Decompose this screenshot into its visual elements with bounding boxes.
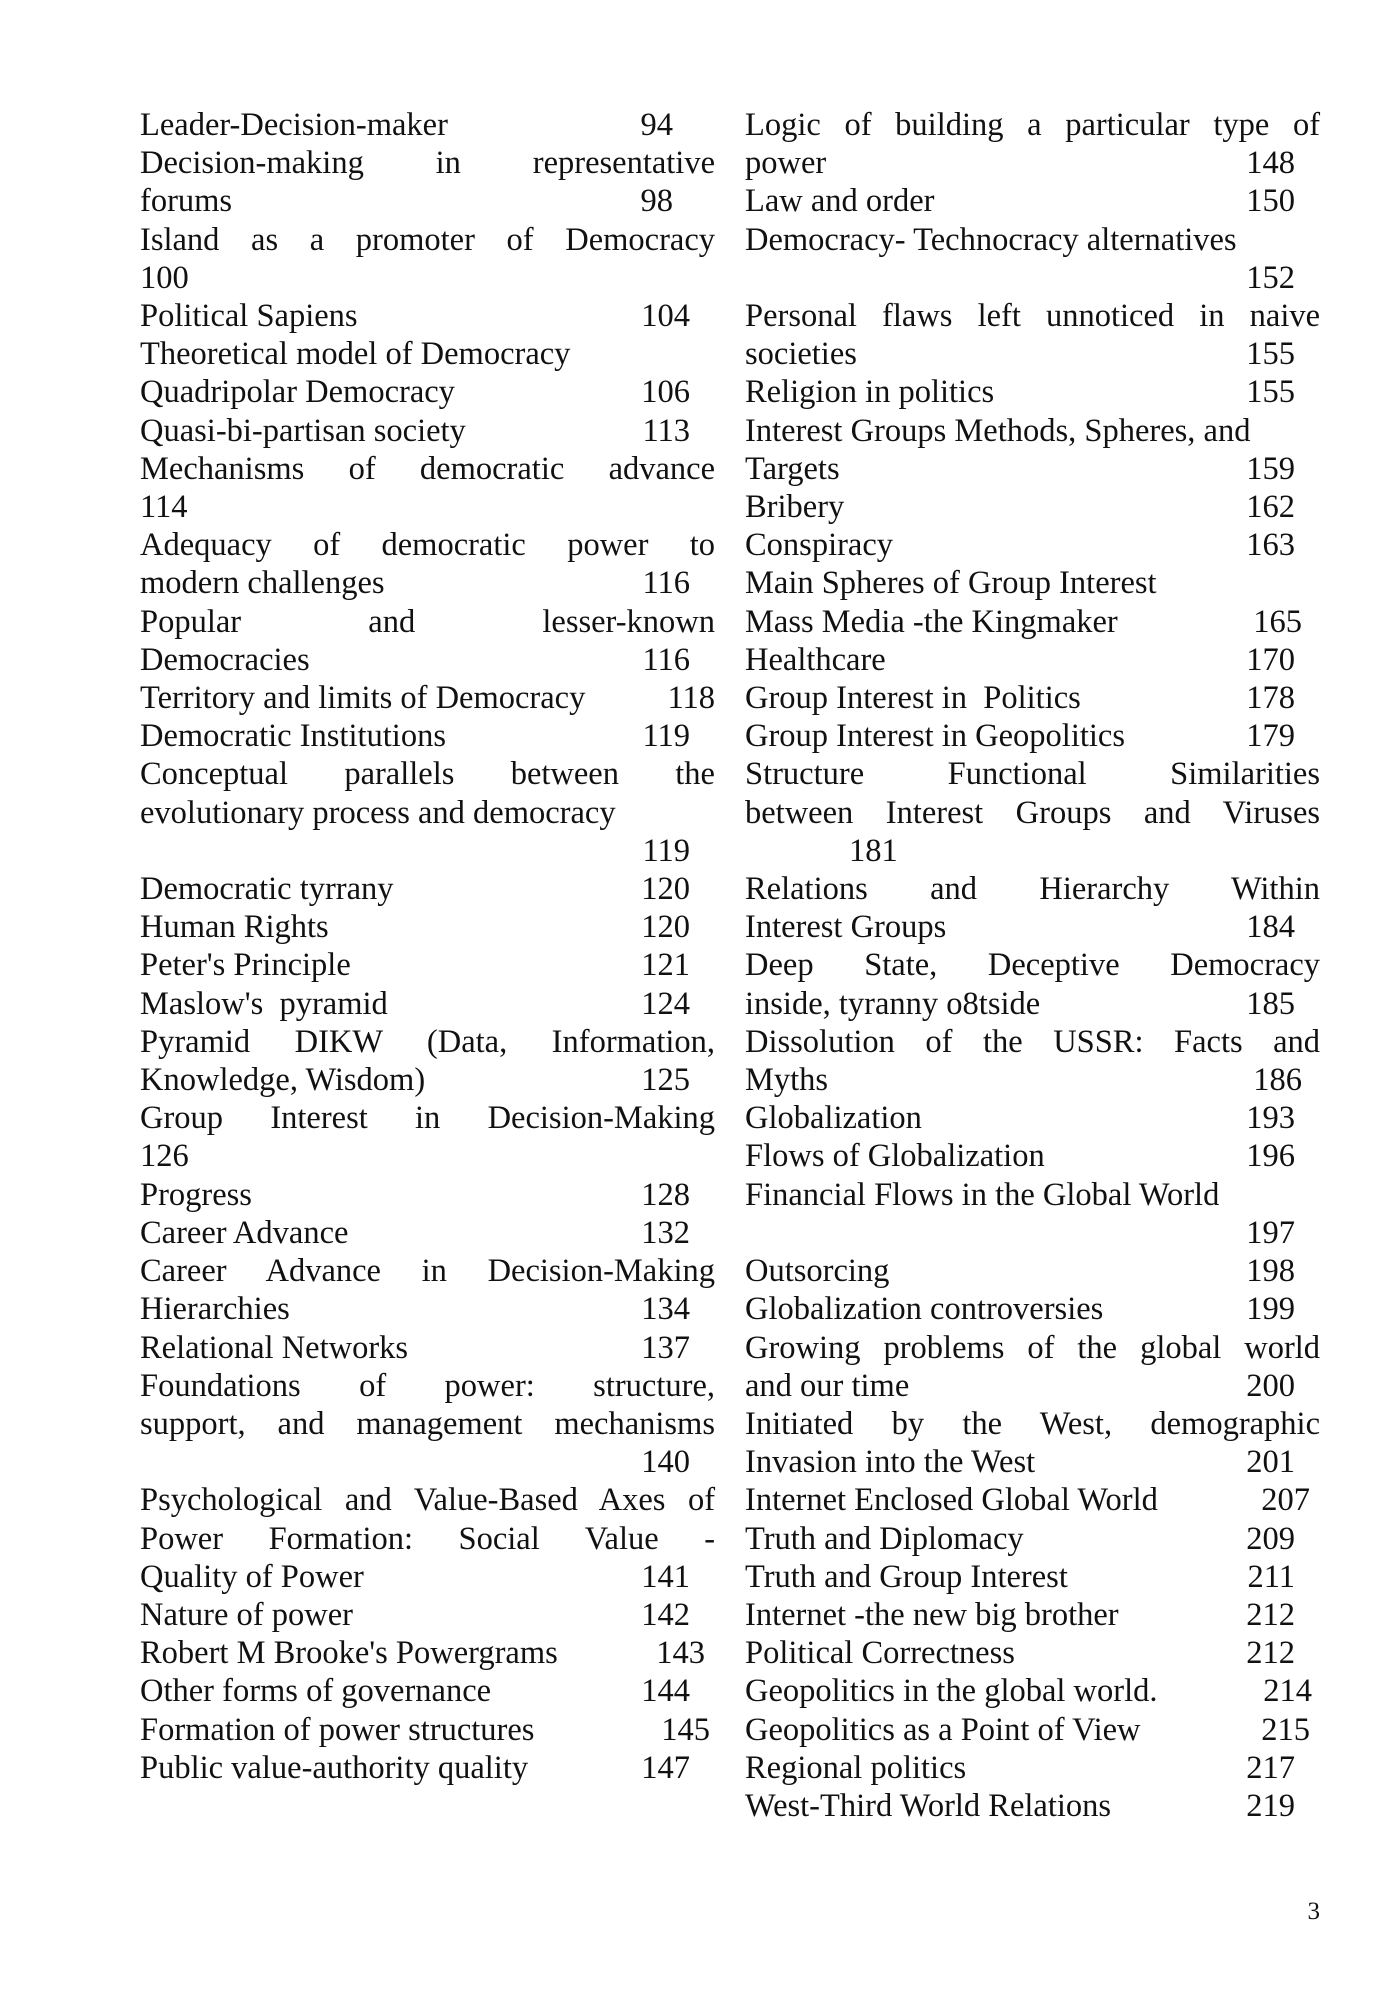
toc-entry	[140, 1596, 715, 1634]
toc-entry-page: 199	[1246, 1291, 1295, 1328]
toc-entry-page: 155	[1246, 336, 1295, 373]
toc-entry-page: 104	[641, 298, 690, 335]
toc-entry	[140, 1329, 715, 1367]
toc-entry-page: 119	[642, 832, 690, 869]
toc-entry-title: Human Rights	[140, 909, 329, 946]
toc-entry-title: Quadripolar Democracy	[140, 374, 455, 411]
toc-entry	[745, 1176, 1320, 1252]
toc-entry-page: 181	[849, 832, 898, 869]
toc-entry-page: 193	[1246, 1100, 1295, 1137]
toc-entry: Interest Groups Methods, Spheres, and Targets 159	[745, 412, 1295, 487]
toc-entry-page: 185	[1246, 985, 1295, 1022]
toc-entry: Logic of building a particular type of power 148	[745, 107, 1321, 182]
toc-entry-title: Globalization controversies	[745, 1291, 1104, 1328]
toc-entry	[140, 1749, 715, 1787]
toc-entry: Relations and Hierarchy Within Interest Groups 184	[745, 871, 1320, 946]
toc-entry	[745, 717, 1320, 755]
toc-entry-page: 165	[1253, 603, 1302, 640]
toc-entry: Personal flaws left unnoticed in naive societies 155	[745, 298, 1321, 373]
toc-entry-page: 209	[1246, 1520, 1295, 1557]
toc-entry-page: 178	[1246, 680, 1295, 717]
toc-entry-title: Outsorcing	[745, 1253, 890, 1290]
toc-entry-title: Geopolitics in the global world.	[745, 1673, 1158, 1710]
toc-entry-page: 124	[641, 985, 690, 1022]
toc-entry	[745, 1558, 1320, 1596]
toc-entry-page: 145	[661, 1711, 710, 1748]
toc-entry	[140, 335, 715, 373]
toc-entry-page: 207	[1261, 1482, 1310, 1519]
toc-entry-title: Progress	[140, 1176, 252, 1213]
toc-entry	[745, 679, 1320, 717]
toc-entry	[140, 1672, 715, 1710]
toc-entry-page: 197	[1246, 1214, 1295, 1251]
toc-entry	[745, 1520, 1320, 1558]
toc-entry-title: Flows of Globalization	[745, 1138, 1045, 1175]
toc-entry: Mechanisms of democratic advance 114	[140, 450, 716, 526]
toc-entry-title: Democratic Institutions	[140, 718, 446, 755]
toc-entry-page: 217	[1246, 1749, 1295, 1786]
toc-entry: Adequacy of democratic power to modern challenges 116	[140, 527, 716, 602]
toc-entry-title: Truth and Diplomacy	[745, 1520, 1024, 1557]
toc-entry-title: Formation of power structures	[140, 1711, 535, 1748]
toc-entry: Psychological and Value-Based Axes of Power Formation: Social Value - Quality of Power 141	[140, 1482, 716, 1595]
toc-entry-page: 198	[1246, 1253, 1295, 1290]
toc-entry-page: 219	[1246, 1787, 1295, 1824]
toc-entry-page: 120	[641, 909, 690, 946]
toc-entry-title: Financial Flows in the Global World	[745, 1176, 1220, 1213]
toc-entry	[140, 373, 715, 411]
toc-entry	[745, 373, 1320, 411]
toc-entry-page: 141	[641, 1558, 690, 1595]
toc-entry-page: 196	[1246, 1138, 1295, 1175]
toc-entry-title: Other forms of governance	[140, 1673, 492, 1710]
toc-entry: Conceptual parallels between the evolutionary process and democracy 119	[140, 756, 715, 869]
toc-entry-page: 143	[656, 1635, 705, 1672]
toc-entry-page: 126	[140, 1138, 189, 1175]
toc-entry-page: 132	[641, 1214, 690, 1251]
toc-entry-page: 100	[140, 259, 189, 296]
toc-entry-page: 116	[642, 641, 690, 678]
toc-entry-page: 159	[1246, 450, 1295, 487]
toc-entry	[745, 1787, 1320, 1825]
toc-entry	[745, 564, 1320, 602]
toc-right-column	[745, 106, 1320, 1825]
toc-entry	[745, 603, 1320, 641]
toc-entry-page: 94	[640, 107, 673, 143]
toc-entry	[745, 641, 1320, 679]
toc-entry-title: Truth and Group Interest	[745, 1558, 1068, 1595]
toc-entry-page: 137	[641, 1329, 690, 1366]
toc-entry-title: Bribery	[745, 489, 845, 526]
toc-entry	[140, 412, 715, 450]
toc-entry-page: 114	[140, 489, 188, 526]
toc-entry	[140, 106, 715, 144]
page-number: 3	[1307, 1898, 1320, 1925]
toc-entry-title: Public value-authority quality	[140, 1749, 529, 1786]
toc-entry: Decision-making in representative forums 98	[140, 145, 716, 220]
toc-entry	[745, 1137, 1320, 1175]
toc-entry-page: 212	[1246, 1635, 1295, 1672]
toc-entry	[745, 221, 1320, 297]
toc-entry-title: Nature of power	[140, 1596, 353, 1633]
toc-entry: Foundations of power: structure, support, and management mechanisms 140	[140, 1367, 715, 1481]
toc-entry-title: Healthcare	[745, 641, 886, 678]
toc-entry	[745, 1596, 1320, 1634]
toc-entry-page: 212	[1246, 1596, 1295, 1633]
toc-entry-title: Peter's Principle	[140, 947, 351, 984]
toc-entry-title: Geopolitics as a Point of View	[745, 1711, 1141, 1748]
toc-entry-title: Group Interest in Politics	[745, 680, 1081, 717]
toc-entry-page: 118	[667, 680, 715, 717]
toc-entry-title: Career Advance	[140, 1214, 349, 1251]
toc-entry: Group Interest in Decision-Making 126	[140, 1100, 716, 1175]
toc-entry-page: 147	[641, 1749, 690, 1786]
toc-entry-title-cont: forums	[140, 183, 233, 220]
toc-entry: Pyramid DIKW (Data, Information, Knowledge, Wisdom) 125	[140, 1023, 716, 1099]
toc-entry	[140, 717, 715, 755]
toc-entry-page: 215	[1261, 1711, 1310, 1748]
toc-entry: Growing problems of the global world and our time 200	[745, 1329, 1321, 1404]
toc-entry-title: Globalization	[745, 1100, 922, 1137]
toc-entry	[140, 908, 715, 946]
toc-entry-title: Political Sapiens	[140, 298, 358, 335]
toc-entry-title: Robert M Brooke's Powergrams	[140, 1635, 558, 1672]
toc-entry-page: 120	[641, 871, 690, 908]
toc-entry-page: 142	[641, 1596, 690, 1633]
toc-entry	[140, 946, 715, 984]
toc-entry-title: West-Third World Relations	[745, 1787, 1112, 1824]
toc-entry-title: Main Spheres of Group Interest	[745, 565, 1157, 602]
toc-entry-page: 140	[641, 1444, 690, 1481]
toc-entry	[140, 1634, 715, 1672]
toc-entry	[140, 1214, 715, 1252]
toc-entry: Career Advance in Decision-Making Hierarchies 134	[140, 1253, 716, 1328]
toc-entry	[140, 870, 715, 908]
toc-entry-title: Theoretical model of Democracy	[140, 336, 571, 373]
toc-entry-page: 179	[1246, 718, 1295, 755]
toc-entry	[745, 1749, 1320, 1787]
toc-entry-page: 155	[1246, 374, 1295, 411]
toc-entry-title: Political Correctness	[745, 1635, 1015, 1672]
toc-entry	[745, 1252, 1320, 1290]
toc-entry: Island as a promoter of Democracy 100	[140, 221, 715, 296]
toc-entry	[140, 297, 715, 335]
toc-entry-page: 162	[1246, 489, 1295, 526]
toc-entry-page: 186	[1253, 1062, 1302, 1099]
toc-entry	[745, 1634, 1320, 1672]
toc-entry-title: Conspiracy	[745, 527, 894, 564]
toc-entry	[140, 985, 715, 1023]
toc-entry-title: Territory and limits of Democracy	[140, 680, 586, 717]
toc-entry-page: 106	[641, 374, 690, 411]
toc-entry-page: 121	[641, 947, 690, 984]
toc-entry-page: 184	[1246, 909, 1295, 946]
toc-entry	[745, 488, 1320, 526]
toc-entry-title: Religion in politics	[745, 374, 995, 411]
toc-entry-title: Quasi-bi-partisan society	[140, 412, 466, 449]
toc-entry	[140, 1176, 715, 1214]
toc-entry-page: 170	[1246, 641, 1295, 678]
toc-entry-title: Relational Networks	[140, 1329, 409, 1366]
toc-left-column	[140, 106, 715, 1787]
toc-entry-page: 148	[1246, 145, 1295, 182]
toc-entry	[745, 526, 1320, 564]
toc-entry-title: Internet -the new big brother	[745, 1596, 1119, 1633]
toc-entry: Initiated by the West, demographic Invasion into the West 201	[745, 1405, 1321, 1481]
toc-entry-page: 211	[1247, 1558, 1295, 1595]
toc-entry-page: 113	[642, 412, 690, 449]
toc-entry: Dissolution of the USSR: Facts and Myths 186	[745, 1023, 1321, 1099]
toc-entry-page: 125	[641, 1062, 690, 1099]
toc-entry: Deep State, Deceptive Democracy inside, tyranny o8tside 185	[745, 947, 1321, 1022]
toc-entry-page: 150	[1246, 183, 1295, 220]
toc-entry-page: 163	[1246, 527, 1295, 564]
toc-entry-page: 214	[1263, 1673, 1312, 1710]
toc-entry-page: 200	[1246, 1367, 1295, 1404]
toc-entry-title: Maslow's pyramid	[140, 985, 388, 1022]
toc-entry-title: Internet Enclosed Global World	[745, 1482, 1158, 1519]
toc-entry-page: 134	[641, 1291, 690, 1328]
toc-entry-title: Leader-Decision-maker	[140, 107, 448, 143]
toc-entry-title: Democracy- Technocracy alternatives	[745, 221, 1237, 258]
toc-entry	[745, 1672, 1320, 1710]
toc-entry: Popular and lesser-known Democracies 116	[140, 603, 715, 678]
toc-entry-title: Mass Media -the Kingmaker	[745, 603, 1118, 640]
toc-entry-page: 144	[641, 1673, 690, 1710]
toc-entry-page: 98	[640, 183, 673, 220]
toc-entry	[745, 1290, 1320, 1328]
toc-entry-title: Group Interest in Geopolitics	[745, 718, 1125, 755]
toc-entry	[745, 1481, 1320, 1519]
toc-entry-title: Regional politics	[745, 1749, 967, 1786]
toc-entry	[140, 679, 715, 717]
toc-entry	[745, 1099, 1320, 1137]
toc-entry-page: 201	[1246, 1444, 1295, 1481]
toc-entry-page: 116	[642, 565, 690, 602]
toc-entry-title: Democratic tyrrany	[140, 871, 394, 908]
toc-entry-title: Law and order	[745, 183, 935, 220]
toc-entry-page: 128	[641, 1176, 690, 1213]
toc-entry	[140, 1711, 715, 1749]
toc-entry	[745, 182, 1320, 220]
toc-entry-page: 119	[642, 718, 690, 755]
toc-entry-page: 152	[1246, 259, 1295, 296]
toc-entry	[745, 1711, 1320, 1749]
toc-entry: Structure Functional Similarities between Interest Groups and Viruses 181	[745, 756, 1321, 869]
